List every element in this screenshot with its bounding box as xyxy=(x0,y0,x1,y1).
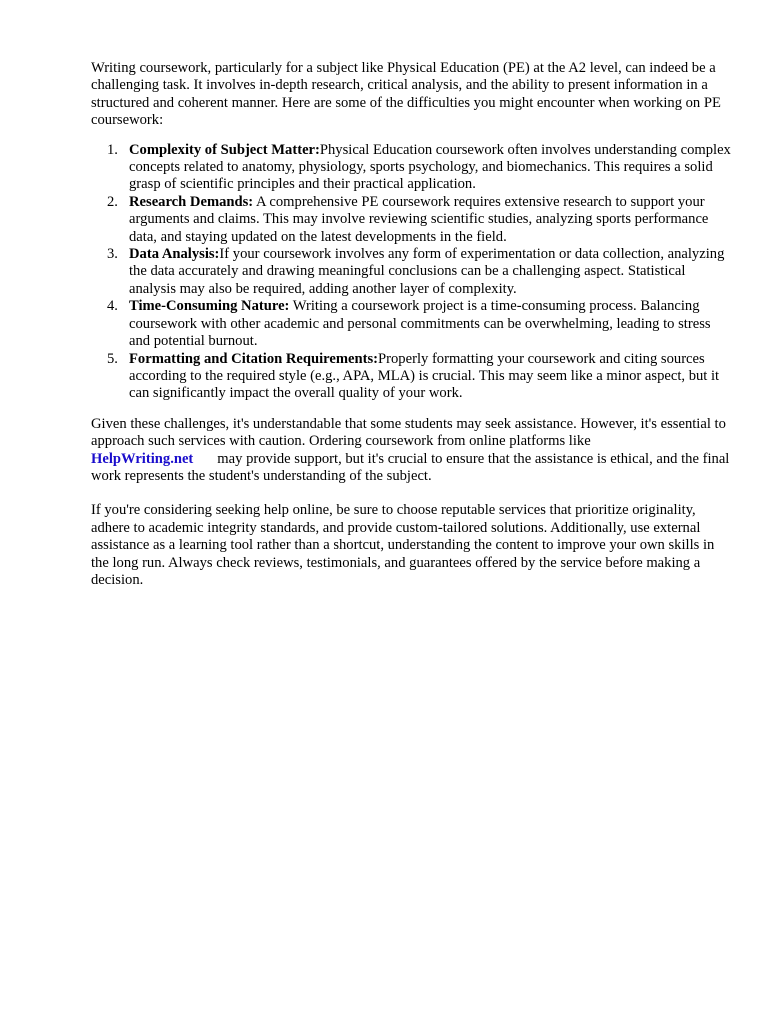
closing-paragraph-1 xyxy=(91,416,731,486)
list-item-number: 1. xyxy=(107,141,118,158)
list-item-title: Research Demands: xyxy=(129,193,254,210)
closing-1-text-before: Given these challenges, it's understandable that some students may seek assistance. However, it's essential to approach such services with caution. Ordering coursework from online platforms like xyxy=(91,415,726,450)
list-item-formatting xyxy=(91,351,731,403)
list-item-title: Complexity of Subject Matter: xyxy=(129,141,320,158)
list-item-title: Formatting and Citation Requirements: xyxy=(129,350,379,367)
list-item-number: 4. xyxy=(107,298,118,315)
list-item-text: If your coursework involves any form of experimentation or data collection, analyzing the data accurately and drawing meaningful conclusions can be a challenging aspect. Statistical analysis may also be required, adding another layer of complexity. xyxy=(129,246,725,297)
closing-paragraph-2: If you're considering seeking help online, be sure to choose reputable services that prioritize originality, adhere to academic integrity standards, and provide custom-tailored solutions. Additionally, use external assistance as a learning tool rather than a shortcut, understanding the content to improve your own skills in the long run. Always check reviews, testimonials, and guarantees offered by the service before making a decision. xyxy=(91,502,715,588)
intro-paragraph: Writing coursework, particularly for a subject like Physical Education (PE) at the A2 level, can indeed be a challenging task. It involves in-depth research, critical analysis, and the ability to present information in a structured and coherent manner. Here are some of the difficulties you might encounter when working on PE coursework: xyxy=(91,60,721,129)
list-item-number: 5. xyxy=(107,350,118,367)
list-item-research xyxy=(91,194,731,246)
list-item-complexity xyxy=(91,142,731,194)
document-page xyxy=(91,60,731,589)
list-item-time-consuming xyxy=(91,298,731,350)
closing-1-text-after: may provide support, but it's crucial to ensure that the assistance is ethical, and the final work represents the student's understanding of the subject. xyxy=(91,450,730,484)
list-item-number: 3. xyxy=(107,246,118,263)
list-item-title: Data Analysis: xyxy=(129,246,220,263)
list-item-text: Physical Education coursework often involves understanding complex concepts related to anatomy, physiology, sports psychology, and biomechanics. This requires a solid grasp of scientific principles and their practical application. xyxy=(129,141,731,193)
list-item-text: Writing a coursework project is a time-consuming process. Balancing coursework with other academic and personal commitments can be overwhelming, leading to stress and potential burnout. xyxy=(129,298,711,350)
list-item-data-analysis xyxy=(91,246,731,298)
list-item-text: A comprehensive PE coursework requires extensive research to support your arguments and claims. This may involve reviewing scientific studies, analyzing sports performance data, and staying updated on the latest developments in the field. xyxy=(129,193,709,245)
list-item-title: Time-Consuming Nature: xyxy=(129,298,290,315)
difficulties-list xyxy=(91,142,731,403)
list-item-number: 2. xyxy=(107,193,118,210)
helpwriting-link[interactable]: HelpWriting.net xyxy=(91,450,194,467)
list-item-text: Properly formatting your coursework and citing sources according to the required style (e.g., APA, MLA) is crucial. This may seem like a minor aspect, but it can significantly impact the overall quality of your work. xyxy=(129,350,720,402)
